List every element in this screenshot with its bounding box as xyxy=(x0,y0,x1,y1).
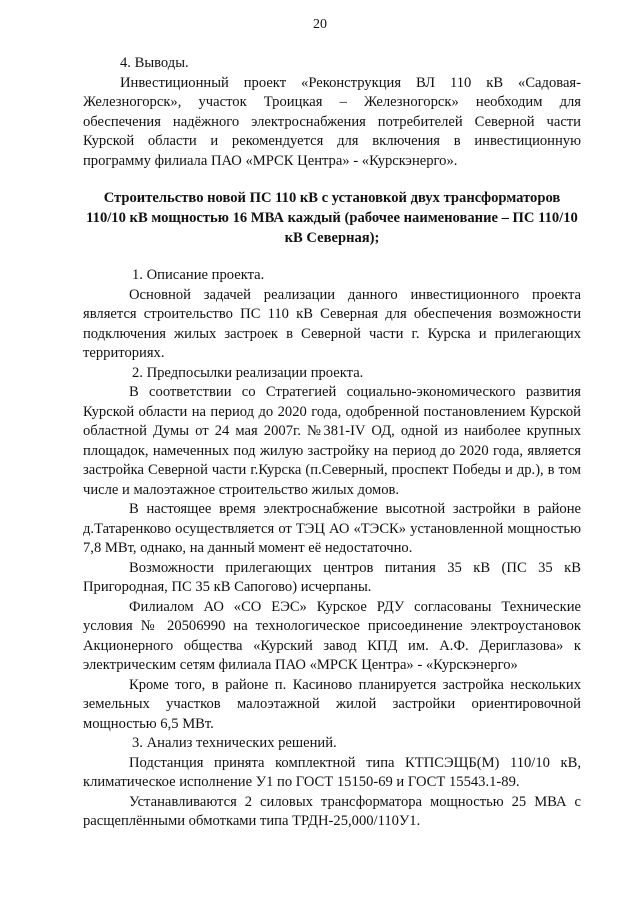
analysis-paragraph-2: Устанавливаются 2 силовых трансформатора мощностью 25 МВА с расщеплёнными обмотками типа ТРДН-25,000/110У1. xyxy=(83,793,581,829)
page-number: 20 xyxy=(313,17,327,32)
prerequisites-paragraph-5: Кроме того, в районе п. Касиново планируется застройка нескольких земельных участков малоэтажной жилой застройки ориентировочной мощностью 6,5 МВт. xyxy=(83,676,581,732)
prerequisites-paragraph-3: Возможности прилегающих центров питания 35 кВ (ПС 35 кВ Пригородная, ПС 35 кВ Сапогово) исчерпаны. xyxy=(83,559,581,595)
document-body xyxy=(83,54,581,832)
prerequisites-paragraph-1: В соответствии со Стратегией социально-экономического развития Курской области на период до 2020 года, одобренной постановлением Курской областной Думы от 24 мая 2007г. №381-IV ОД, одной из наиболее крупных площадок, намеченных под жилую застройку на период до 2020 года, является застройка Северной части г.Курска (п.Северный, проспект Победы и др.), в том числе и малоэтажное строительство жилых домов. xyxy=(83,384,581,498)
analysis-paragraph-1: Подстанция принята комплектной типа КТПСЭЩБ(М) 110/10 кВ, климатическое исполнение У1 по ГОСТ 15150-69 и ГОСТ 15543.1-89. xyxy=(83,754,581,790)
section-analysis-heading: 3. Анализ технических решений. xyxy=(132,735,337,751)
project-title: Строительство новой ПС 110 кВ с установкой двух трансформаторов 110/10 кВ мощностью 16 МВА каждый (рабочее наименование – ПС 110/10 кВ Северная); xyxy=(86,190,578,246)
conclusions-text: Инвестиционный проект «Реконструкция ВЛ 110 кВ «Садовая-Железногорск», участок Троицкая – Железногорск» необходим для обеспечения надёжного электроснабжения потребителей Северной части Курской области и рекомендуется для включения в инвестиционную программу филиала ПАО «МРСК Центра» - «Курскэнерго». xyxy=(83,74,581,169)
section-prerequisites-heading: 2. Предпосылки реализации проекта. xyxy=(132,364,364,381)
section-description-text: Основной задачей реализации данного инвестиционного проекта является строительство ПС 110 кВ Северная для обеспечения возможности подключения жилых застроек в Северной части г. Курска и прилегающих территориях. xyxy=(83,286,581,361)
conclusions-heading: 4. Выводы. xyxy=(120,55,189,71)
section-description-heading: 1. Описание проекта. xyxy=(132,267,265,283)
prerequisites-paragraph-4: Филиалом АО «СО ЕЭС» Курское РДУ согласованы Технические условия № 20506990 на технологическое присоединение электроустановок Акционерного общества «Курский завод КПД им. А.Ф. Дериглазова» к электрическим сетям филиала ПАО «МРСК Центра» - «Курскэнерго» xyxy=(83,598,581,673)
prerequisites-paragraph-2: В настоящее время электроснабжение высотной застройки в районе д.Татаренково осуществляется от ТЭЦ АО «ТЭСК» установленной мощностью 7,8 МВт, однако, на данный момент её недостаточно. xyxy=(83,501,581,556)
